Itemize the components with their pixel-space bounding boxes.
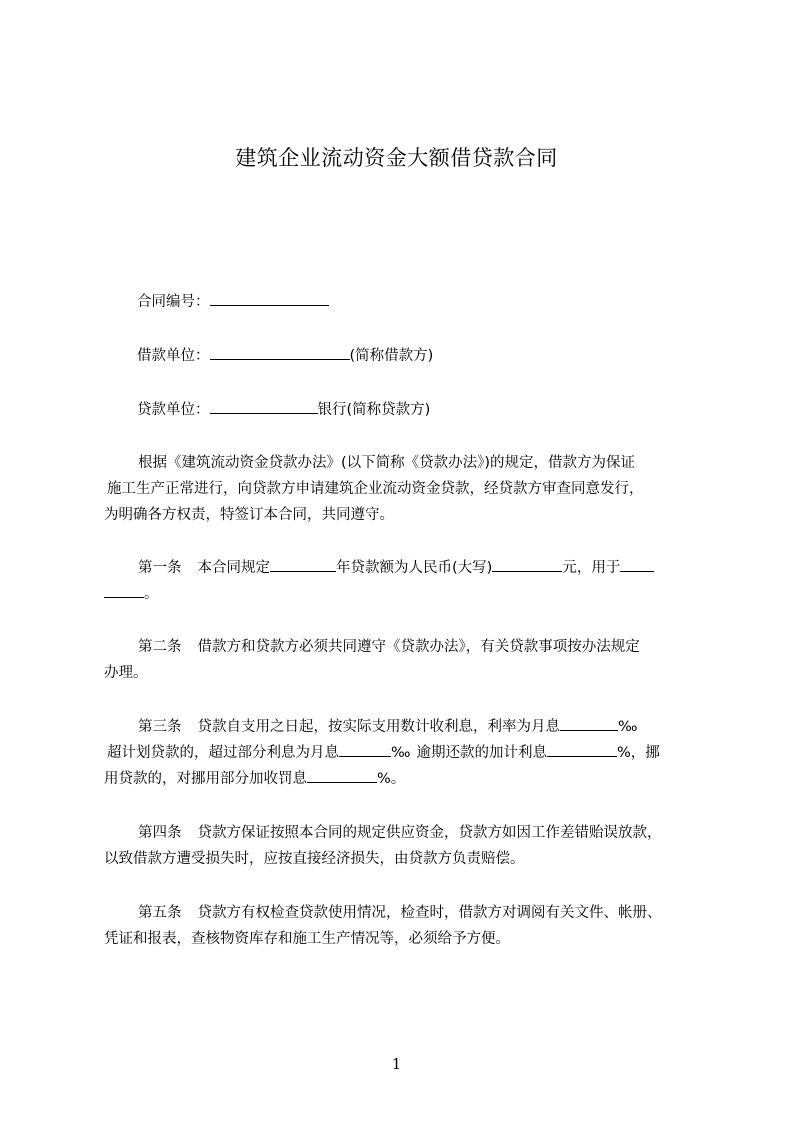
purpose-blank[interactable]: [620, 556, 654, 572]
article-3-heading: 第三条: [138, 719, 182, 735]
article-4-line: 第四条 贷款方保证按照本合同的规定供应资金，贷款方如因工作差错贻误放款，: [138, 825, 662, 841]
contract-number-label: 合同编号：: [137, 294, 210, 310]
amount-blank[interactable]: [492, 556, 562, 572]
article-5-heading: 第五条: [138, 905, 182, 921]
lender-blank[interactable]: [210, 398, 318, 414]
article-4-line: 以致借款方遭受损失时，应按直接经济损失，由贷款方负责赔偿。: [104, 851, 525, 867]
intro-line: 根据《建筑流动资金贷款办法》(以下简称《贷款办法》)的规定，借款方为保证: [138, 455, 636, 471]
purpose-blank-cont[interactable]: [104, 582, 144, 598]
article-4: [104, 820, 704, 872]
borrower-field: [137, 344, 433, 366]
overdue-rate-blank[interactable]: [547, 741, 617, 757]
document-title: 建筑企业流动资金大额借贷款合同: [235, 146, 558, 170]
article-3-line: 用贷款的，对挪用部分加收罚息 %。: [104, 766, 704, 792]
article-1-line: 第一条 本合同规定 年贷款额为人民币(大写) 元，用于: [104, 555, 704, 581]
page-number: 1: [391, 1055, 402, 1073]
intro-paragraph: [104, 450, 704, 528]
intro-line: 为明确各方权责，特签订本合同，共同遵守。: [104, 507, 394, 523]
lender-label: 贷款单位：: [137, 402, 210, 418]
article-2: [104, 634, 704, 686]
article-2-line: 办理。: [104, 665, 148, 681]
over-plan-rate-blank[interactable]: [339, 741, 391, 757]
lender-field: [137, 398, 430, 420]
article-1: [104, 555, 704, 607]
article-1-heading: 第一条: [138, 560, 182, 576]
intro-line: 施工生产正常进行，向贷款方申请建筑企业流动资金贷款，经贷款方审查同意发行，: [107, 481, 644, 497]
penalty-rate-blank[interactable]: [307, 767, 377, 783]
article-1-line: 。: [104, 581, 704, 607]
lender-suffix: (简称贷款方): [346, 402, 431, 418]
article-3-line: 超计划贷款的，超过部分利息为月息 ‰ 逾期还款的加计利息 %，挪: [104, 740, 704, 766]
article-5: [104, 900, 704, 952]
article-5-line: 第五条 贷款方有权检查贷款使用情况，检查时，借款方对调阅有关文件、帐册、: [138, 905, 662, 921]
borrower-blank[interactable]: [210, 344, 350, 360]
contract-number-blank[interactable]: [210, 290, 329, 306]
borrower-suffix: (简称借款方): [349, 348, 434, 364]
article-5-line: 凭证和报表，查核物资库存和施工生产情况等，必须给予方便。: [104, 931, 510, 947]
article-3: [104, 714, 704, 792]
contract-number-field: [137, 290, 329, 312]
article-2-heading: 第二条: [138, 639, 182, 655]
lender-bank: 银行: [317, 402, 347, 418]
article-2-line: 第二条 借款方和贷款方必须共同遵守《贷款办法》，有关贷款事项按办法规定: [138, 639, 640, 655]
year-blank[interactable]: [270, 556, 336, 572]
article-3-line: 第三条 贷款自支用之日起，按实际支用数计收利息，利率为月息 ‰: [104, 714, 704, 740]
article-4-heading: 第四条: [138, 825, 182, 841]
monthly-rate-blank[interactable]: [560, 715, 618, 731]
borrower-label: 借款单位：: [137, 348, 210, 364]
